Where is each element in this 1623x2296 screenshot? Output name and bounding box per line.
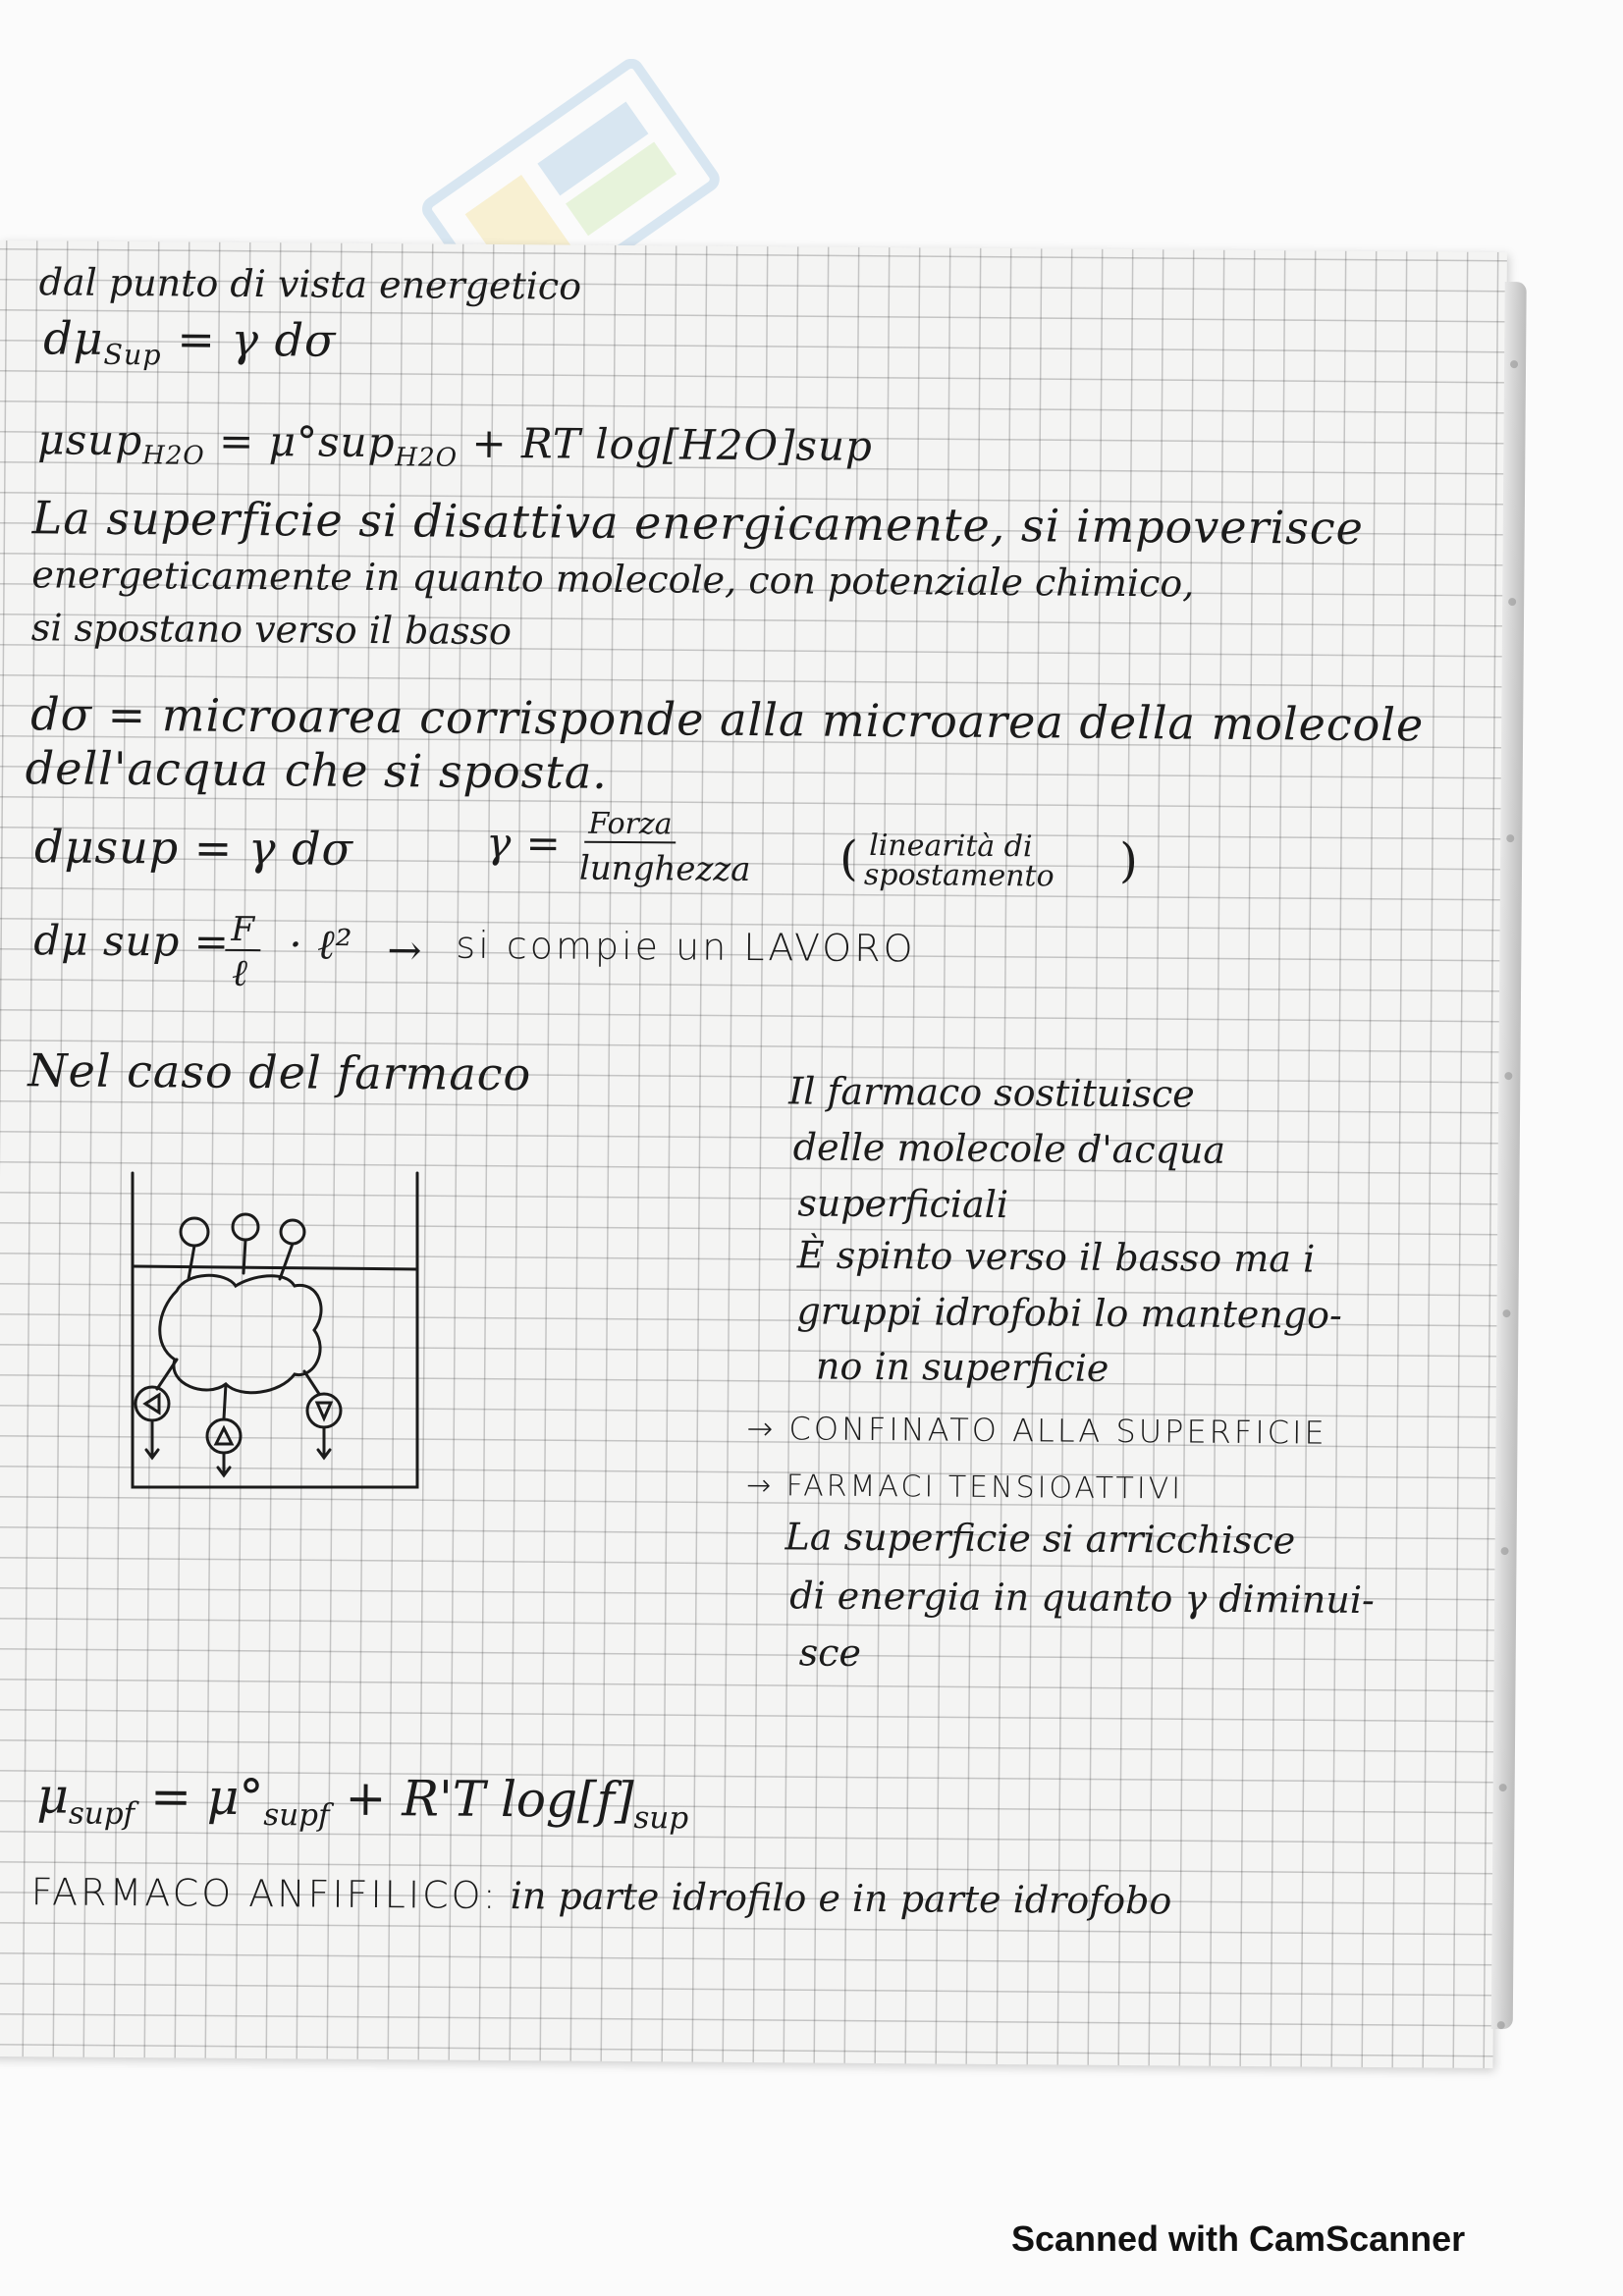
equation-mu-supf (36, 1767, 688, 1836)
eq5-sub1: supf (68, 1795, 135, 1832)
eq4-denominator: ℓ (231, 950, 248, 995)
hydrophobic-group-1 (181, 1218, 208, 1246)
para1-line2: energeticamente in quanto molecole, con potenziale chimico, (31, 553, 1195, 606)
eq4-power: · ℓ² (289, 920, 353, 969)
eq2-post: + RT log[H2O]sup (457, 418, 874, 470)
equation-dmu-sup (43, 311, 337, 372)
arrow-item-2: → FARMACI TENSIOATTIVI (745, 1468, 1184, 1507)
final-text: in parte idrofilo e in parte idrofobo (498, 1874, 1172, 1923)
gamma-denominator: lunghezza (578, 848, 751, 890)
final-line (31, 1870, 1172, 1922)
equation-dmu-sup-2: dμsup = γ dσ (33, 820, 354, 876)
right-line1: Il farmaco sostituisce (788, 1069, 1195, 1116)
right-line3: superficiali (797, 1181, 1009, 1227)
eq2-mid: = μ°sup (204, 416, 396, 467)
arrow-item-1: → CONFINATO ALLA SUPERFICIE (746, 1410, 1327, 1452)
drug-molecule-blob (160, 1275, 321, 1392)
para2-line2: dell'acqua che si sposta. (25, 741, 609, 799)
eq1-sub: Sup (103, 338, 162, 372)
eq2-pre: μsup (37, 415, 143, 465)
paren-close: ) (1118, 832, 1139, 889)
right-line5: gruppi idrofobi lo mantengo- (796, 1289, 1343, 1337)
eq5-post: + R'T log[f] (329, 1769, 634, 1830)
ring-holes (1497, 360, 1520, 2029)
gamma-numerator: Forza (584, 807, 676, 844)
charged-group-middle (207, 1419, 241, 1453)
right2-line2: di energia in quanto γ diminui- (789, 1574, 1375, 1623)
right-line2: delle molecole d'acqua (792, 1125, 1226, 1172)
para1-line3: si spostano verso il basso (30, 606, 513, 654)
drug-surface-diagram (118, 1163, 442, 1497)
final-caps: FARMACO ANFIFILICO: (30, 1870, 499, 1918)
gamma-lhs: γ = (486, 818, 563, 868)
para2-line1: dσ = microarea corrisponde alla microarea della molecole (30, 687, 1425, 752)
eq5-mid: = μ° (135, 1768, 264, 1827)
eq2-sub2: H2O (395, 443, 459, 473)
sheet-edge (1491, 282, 1527, 2029)
eq5-pre: μ (36, 1767, 70, 1825)
eq4-lhs: dμ sup = (33, 916, 231, 966)
notebook-sheet (0, 240, 1507, 2068)
eq1-post: = γ dσ (161, 312, 337, 367)
charged-group-right (307, 1394, 341, 1427)
hydrophobic-group-2 (233, 1214, 258, 1240)
paren-open: ( (839, 830, 859, 886)
para1-line1: La superficie si disattiva energicamente, si impoverisce (31, 491, 1365, 555)
eq5-sub3: sup (633, 1799, 689, 1837)
eq4-arrow: → (387, 926, 423, 975)
right-line6: no in superficie (815, 1344, 1109, 1390)
eq1-pre: dμ (43, 311, 104, 365)
header-title: dal punto di vista energetico (38, 260, 582, 308)
gamma-note-line2: spostamento (863, 857, 1055, 894)
eq5-sub2: supf (263, 1797, 330, 1834)
equation-mu-sup-h2o (37, 415, 873, 476)
scanner-footer: Scanned with CamScanner (1011, 2218, 1466, 2259)
water-surface-line (133, 1266, 417, 1269)
eq4-numerator: F (225, 910, 260, 951)
gamma-note-line1: linearità di (869, 828, 1033, 865)
right-line4: È spinto verso il basso ma i (796, 1233, 1316, 1281)
container-outline (133, 1173, 417, 1487)
charged-group-left (135, 1387, 169, 1420)
right2-line3: sce (798, 1630, 862, 1675)
eq2-sub1: H2O (141, 441, 205, 471)
right2-line1: La superficie si arricchisce (784, 1515, 1296, 1563)
case-title: Nel caso del farmaco (27, 1043, 532, 1101)
eq4-text: si compie un LAVORO (456, 923, 916, 971)
hydrophobic-group-3 (281, 1220, 304, 1244)
